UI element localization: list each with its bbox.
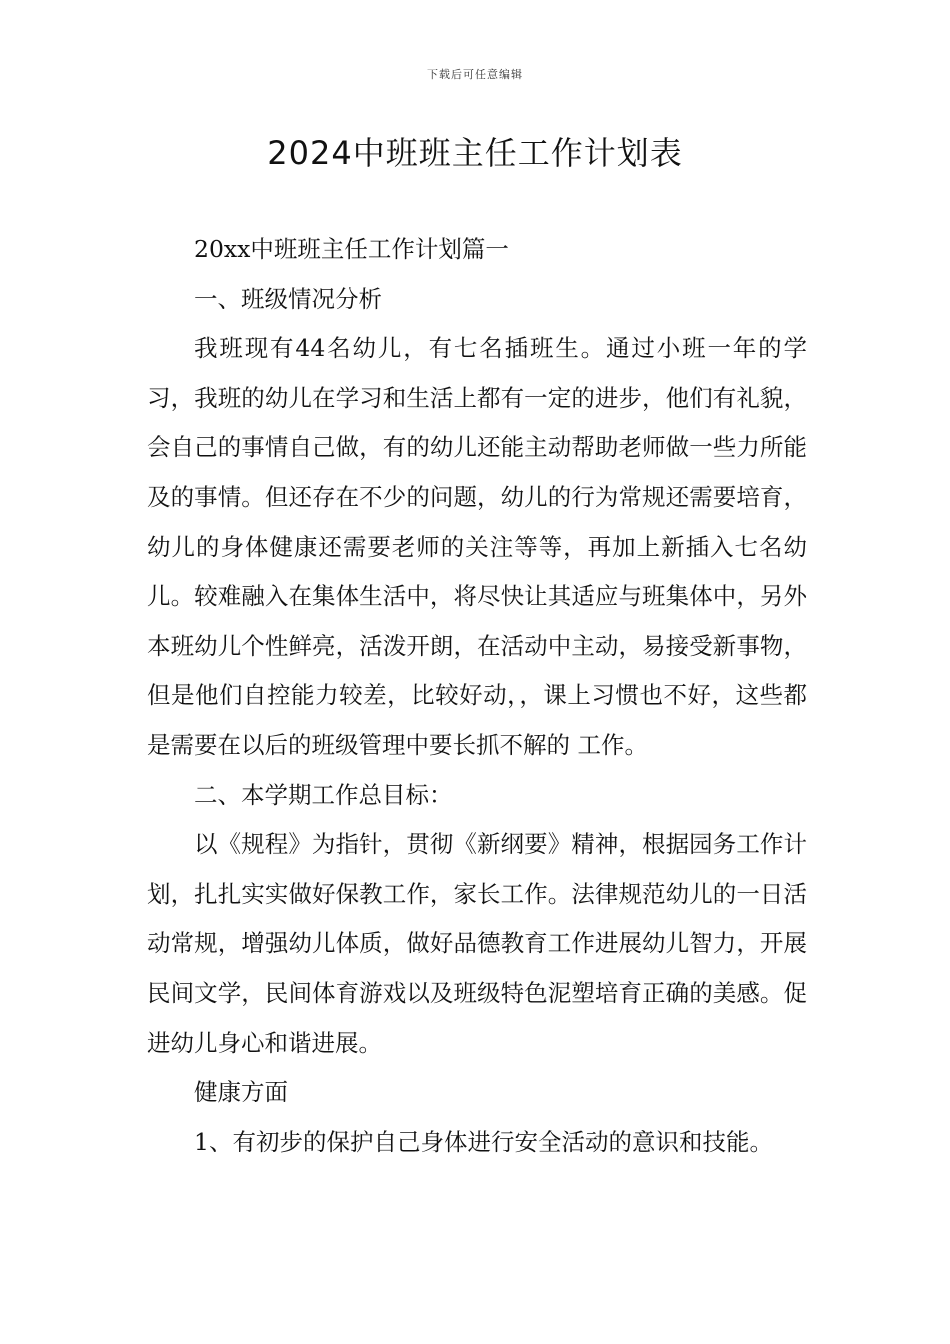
header-note: 下载后可任意编辑 <box>427 68 523 81</box>
document-body <box>147 225 807 1167</box>
section-heading-goals: 二、本学期工作总目标： <box>194 780 453 809</box>
paragraph-goals: 以《规程》为指针，贯彻《新纲要》精神，根据园务工作计划，扎扎实实做好保教工作，家长工作。法律规范幼儿的一日活动常规，增强幼儿体质，做好品德教育工作进展幼儿智力，开展民间文学，民间体育游戏以及班级特色泥塑培育正确的美感。促进幼儿身心和谐进展。 <box>147 830 807 1057</box>
section-heading-plan: 20xx中班班主任工作计划篇一 <box>194 235 509 263</box>
paragraph-health-item-1: 1、有初步的保护自己身体进行安全活动的意识和技能。 <box>194 1127 773 1156</box>
section-heading-class-analysis: 一、班级情况分析 <box>194 284 382 313</box>
section-heading-health: 健康方面 <box>194 1078 288 1107</box>
document-title: 2024中班班主任工作计划表 <box>267 134 683 172</box>
paragraph-class-analysis: 我班现有44名幼儿，有七名插班生。通过小班一年的学习，我班的幼儿在学习和生活上都有一定的进步，他们有礼貌，会自己的事情自己做，有的幼儿还能主动帮助老师做一些力所能及的事情。但还存在不少的问题，幼儿的行为常规还需要培育，幼儿的身体健康还需要老师的关注等等，再加上新插入七名幼儿。较难融入在集体生活中，将尽快让其适应与班集体中，另外本班幼儿个性鲜亮，活泼开朗，在活动中主动，易接受新事物，但是他们自控能力较差，比较好动，，课上习惯也不好，这些都是需要在以后的班级管理中要长抓不解的 工作。 <box>147 334 807 759</box>
